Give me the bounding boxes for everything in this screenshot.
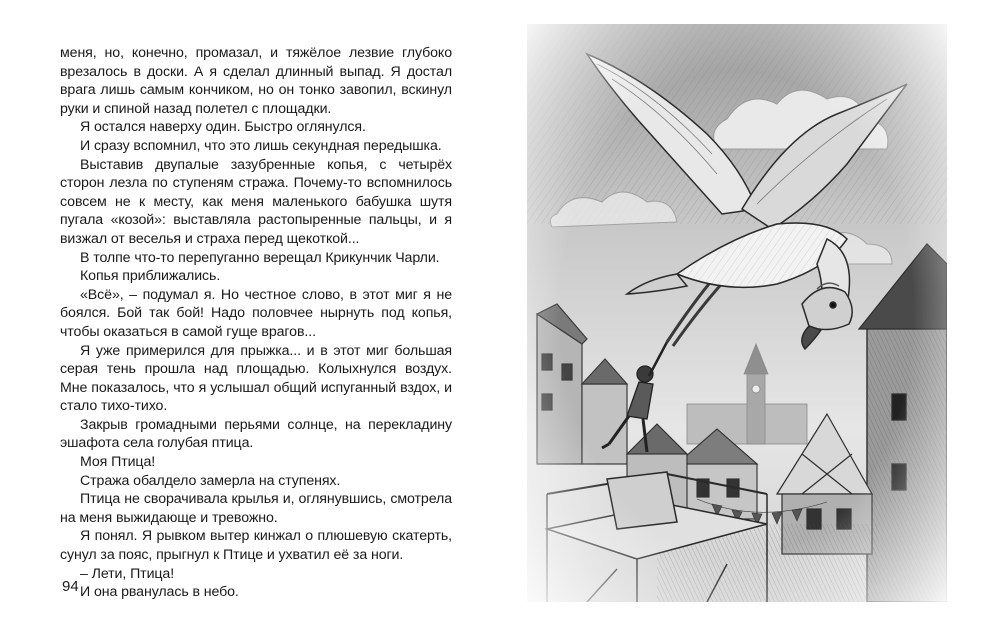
paragraph: Я остался наверху один. Быстро оглянулся. (80, 119, 366, 136)
paragraph: Стража обалдело замерла на ступенях. (80, 472, 341, 489)
paragraph: Я понял. Я рывком вытер кинжал о плюшевую скатерть, сунул за пояс, прыгнул к Птице и ухватил её за ноги. (60, 528, 452, 564)
paragraph: В толпе что-то перепуганно верещал Крикунчик Чарли. (80, 249, 440, 266)
bird-illustration (527, 24, 947, 602)
page-number: 94 (62, 578, 79, 595)
paragraph: Птица не сворачивала крылья и, оглянувшись, смотрела на меня выжидающе и тревожно. (60, 491, 452, 526)
paragraph: меня, но, конечно, промазал, и тяжёлое лезвие глубоко врезалось в доски. А я сделал длинный выпад. Я достал врага лишь самым кончиком, но он тонко завопил, вскинул руки и спиной назад полетел с площадки. (60, 45, 452, 117)
paragraph: Выставив двупалые зазубренные копья, с четырёх сторон лезла по ступеням стража. Почему-то вспомнилось совсем не к месту, как меня маленького бабушка шутя пугала «козой»: выставляла растопыренные пальцы, и я визжал от веселья и страха перед щекоткой... (60, 156, 452, 247)
paragraph: Я уже примерился для прыжка... и в этот миг большая серая тень прошла над площадью. Колыхнулся воздух. Мне показалось, что я услышал общий испуганный вздох, и стало тихо-тихо. (60, 342, 452, 415)
paragraph: Моя Птица! (80, 454, 156, 471)
pencil-drawing (527, 24, 947, 602)
paragraph: – Лети, Птица! (80, 565, 175, 582)
paragraph: Копья приближались. (80, 268, 221, 285)
paragraph: «Всё», – подумал я. Но честное слово, в этот миг я не боялся. Бой так бой! Надо половчее нырнуть под копья, чтобы оказаться в самой гуще врагов... (60, 286, 452, 340)
vignette (527, 24, 947, 602)
paragraph: Закрыв громадными перьями солнце, на перекладину эшафота села голубая птица. (60, 416, 452, 452)
left-page-text (60, 44, 452, 602)
paragraph: И она рванулась в небо. (80, 584, 239, 601)
paragraph: И сразу вспомнил, что это лишь секундная передышка. (80, 137, 442, 154)
